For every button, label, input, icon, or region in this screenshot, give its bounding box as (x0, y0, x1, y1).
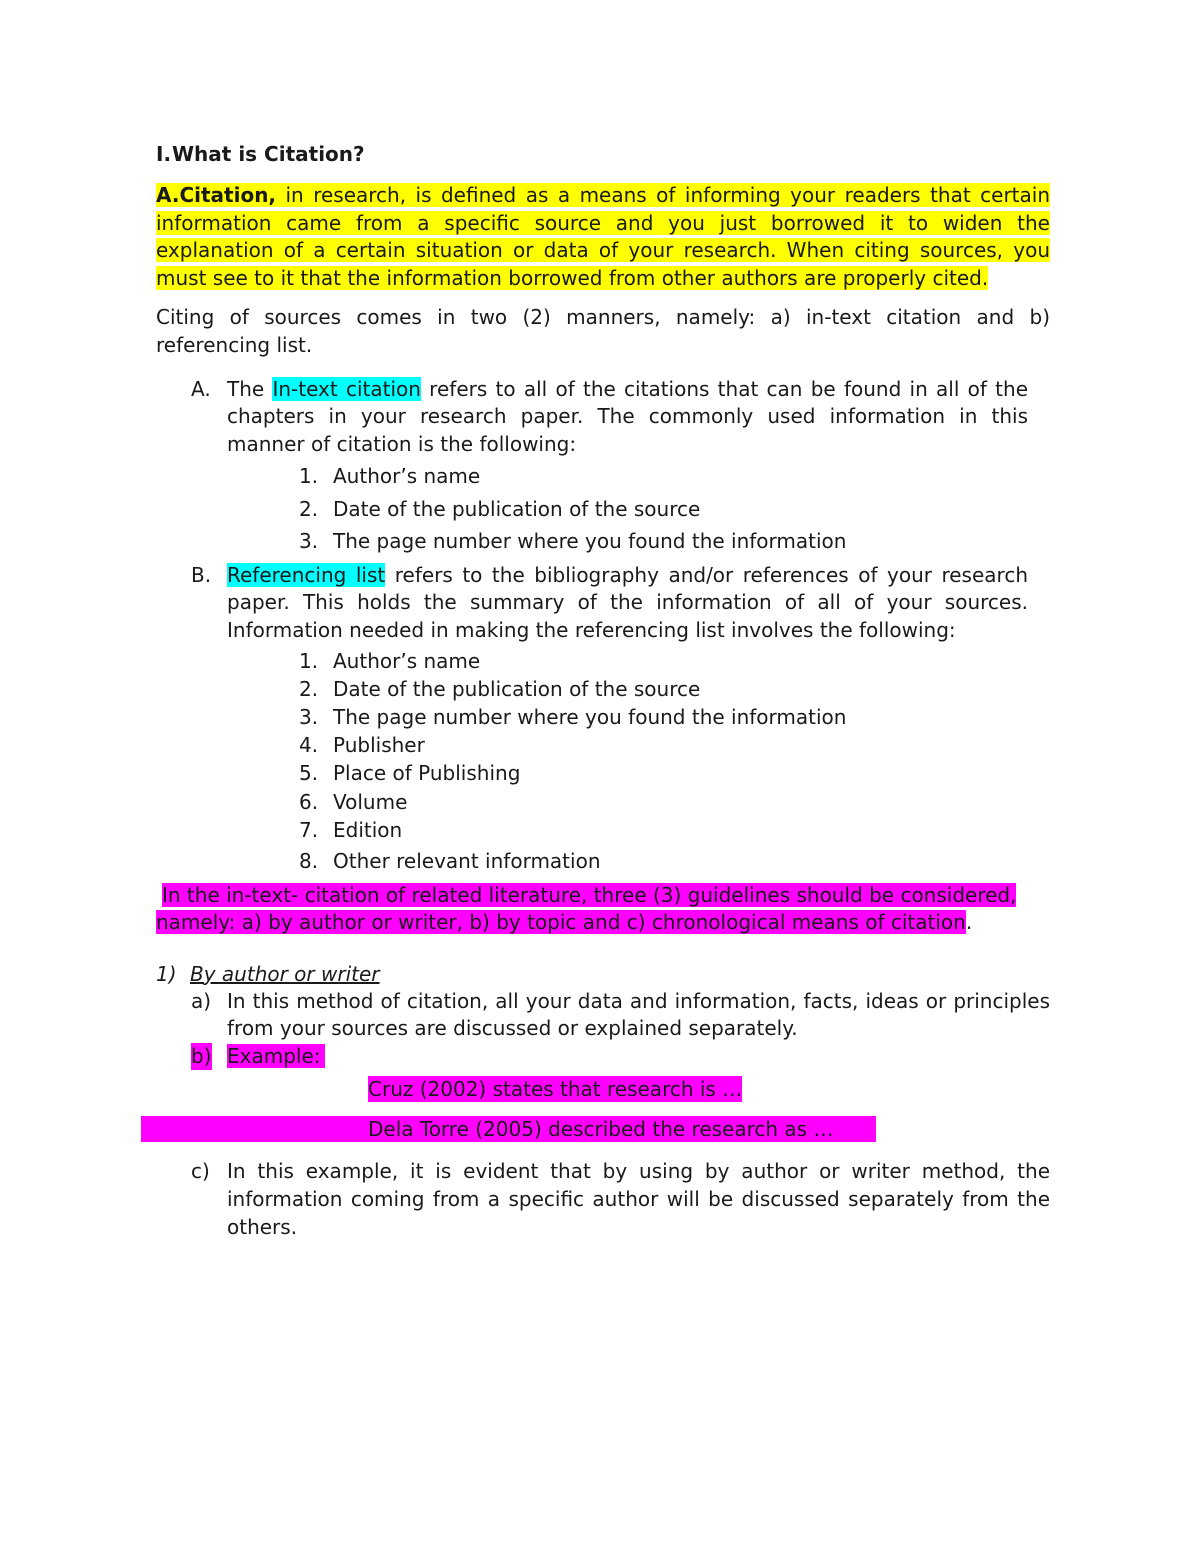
list-item-referencing-list (156, 562, 1050, 878)
heading-title: What is Citation? (172, 142, 365, 166)
list-item: 7. Edition (299, 817, 403, 842)
referencing-list-description: Referencing list refers to the bibliography and/or references of your research paper. This holds the summary of the information of all of your sources. Information needed in making the referencing list involves the following: (227, 562, 1028, 643)
list-item: 6. Volume (299, 789, 408, 814)
guidelines-paragraph: In the in-text- citation of related literature, three (3) guidelines should be considered, namely: a) by author or writer, b) by topic and c) chronological means of citation. (156, 882, 1017, 934)
list-item: 1. Author’s name (299, 648, 481, 673)
example-row-2 (156, 1114, 1050, 1158)
in-text-citation-description: The In-text citation refers to all of the citations that can be found in all of the chapters in your research paper. The commonly used information in this manner of citation is the following: (227, 376, 1028, 456)
list-item: 3. The page number where you found the information (299, 705, 847, 729)
definition-body: in research, is defined as a means of informing your readers that certain information came from a specific source and you just borrowed it to widen the explanation of a certain situation or data of your research. When citing sources, you must see to it that the information borrowed from other authors are properly cited. (156, 183, 1050, 290)
list-item: 3. The page number where you found the information (299, 529, 847, 554)
list-item: 5. Place of Publishing (299, 761, 521, 786)
list-item-in-text-citation (156, 376, 1050, 558)
list-marker: B. (191, 562, 212, 587)
list-item: 8. Other relevant information (299, 848, 601, 873)
guidelines-highlight: In the in-text- citation of related literature, three (3) guidelines should be considered, namely: a) by author or writer, b) by topic and c) chronological means of citation (156, 882, 1017, 934)
list-item: 4. Publisher (299, 733, 425, 758)
example-citation-1: Cruz (2002) states that research is … (368, 1077, 743, 1102)
method-title: By author or writer (190, 961, 380, 986)
section-heading (156, 140, 1050, 168)
method-item-b: b) Example: (156, 1043, 1050, 1071)
referencing-list-items (227, 647, 1050, 878)
method-item-c-text: In this example, it is evident that by using by author or writer method, the information coming from a specific author will be discussed separately from the others. (227, 1159, 1050, 1239)
list-marker: A. (191, 376, 211, 401)
list-item: 2. Date of the publication of the source (299, 496, 701, 521)
definition-lead: A.Citation, (156, 183, 277, 207)
method-item-a: a) In this method of citation, all your data and information, facts, ideas or principles from your sources are discussed or explained separately. (156, 988, 1050, 1043)
list-item: 1. Author’s name (299, 464, 481, 489)
in-text-citation-items (227, 460, 1050, 558)
example-row-1 (156, 1070, 1050, 1114)
intro-paragraph: Citing of sources comes in two (2) manners, namely: a) in-text citation and b) referencing list. (156, 305, 1050, 357)
method-item-a-text: In this method of citation, all your data and information, facts, ideas or principles from your sources are discussed or explained separately. (227, 988, 1050, 1041)
example-label: Example: (227, 1044, 325, 1068)
definition-paragraph (156, 182, 1050, 292)
in-text-citation-term: In-text citation (272, 376, 421, 401)
heading-number: I. (156, 142, 172, 166)
example-citation-2: Dela Torre (2005) described the research as … (368, 1117, 834, 1142)
method-item-c: c) In this example, it is evident that by using by author or writer method, the information coming from a specific author will be discussed separately from the others. (156, 1158, 1050, 1241)
referencing-list-term: Referencing list (227, 562, 386, 587)
method-heading: 1) By author or writer (156, 961, 380, 986)
document-body (156, 140, 1050, 1241)
list-item: 2. Date of the publication of the source (299, 676, 701, 701)
